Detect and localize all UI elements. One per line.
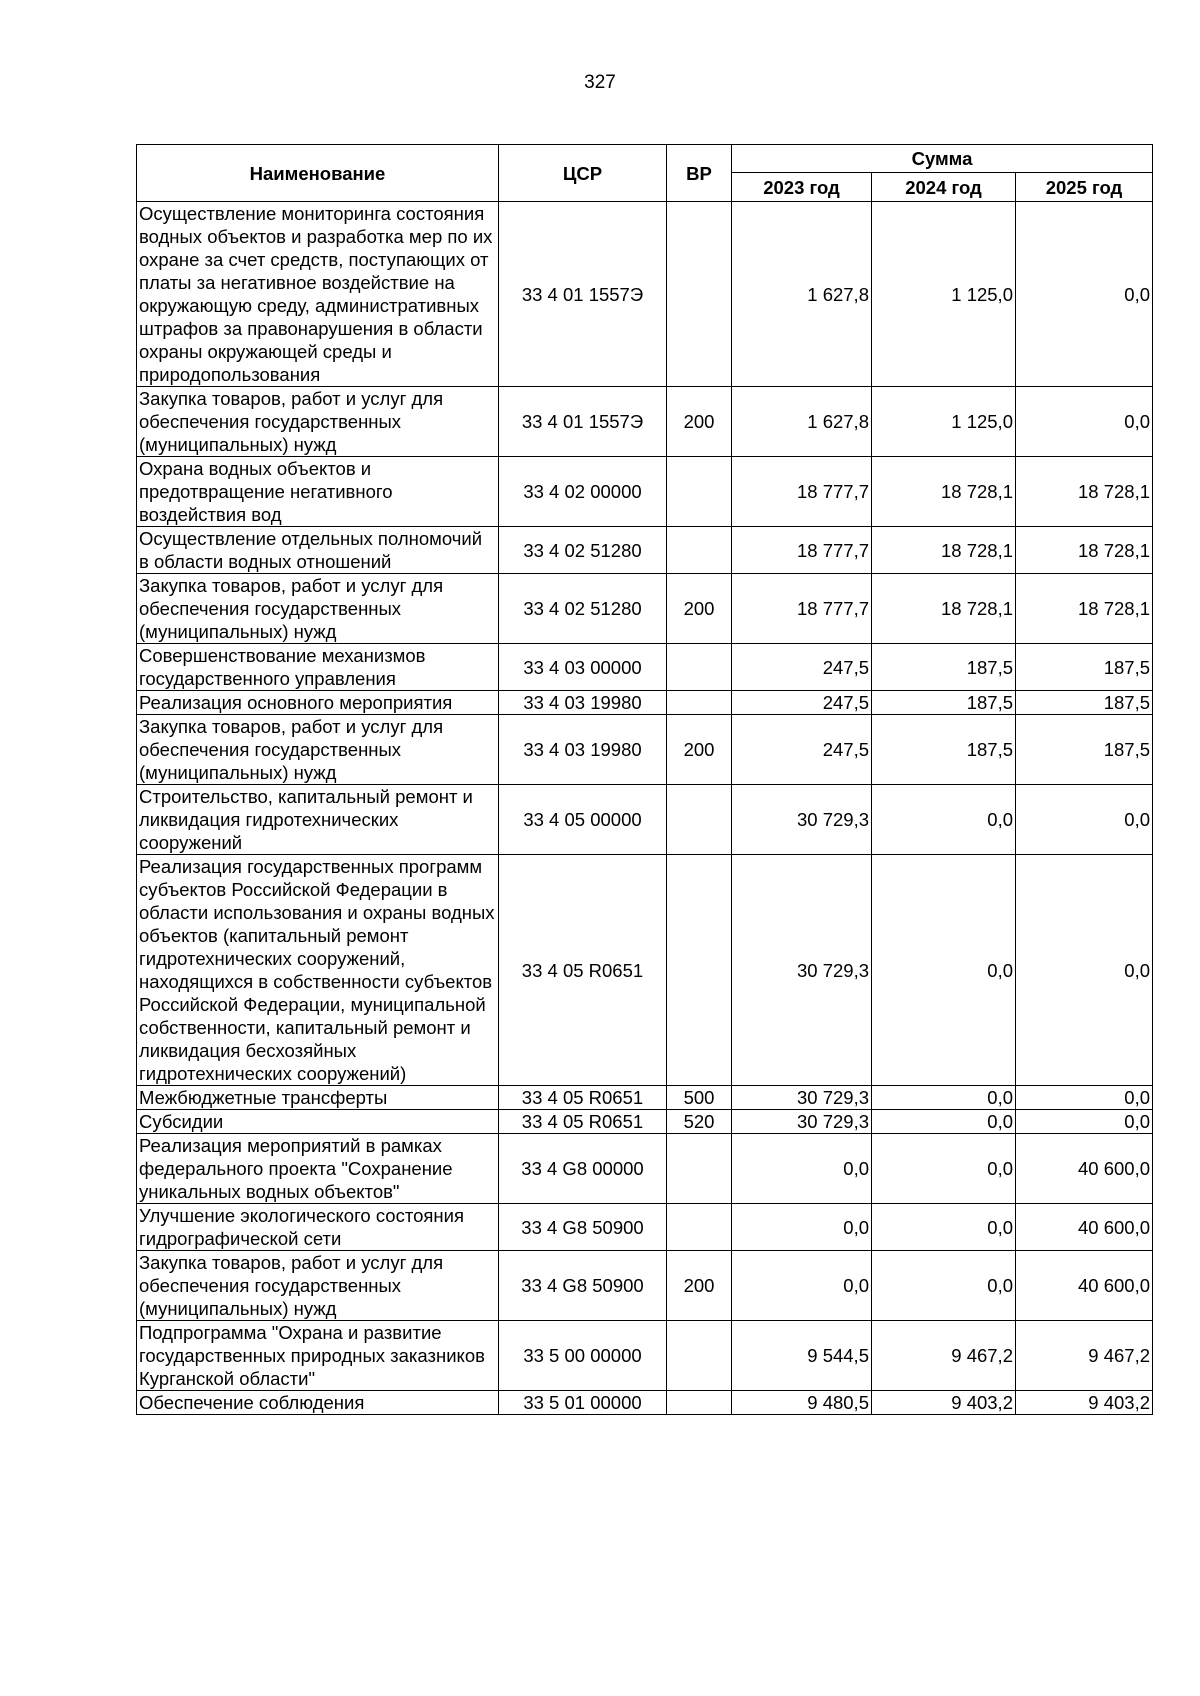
row-name: Охрана водных объектов и предотвращение негативного воздействия вод [137, 457, 499, 527]
row-vr [667, 644, 732, 691]
row-name: Межбюджетные трансферты [137, 1086, 499, 1110]
row-vr: 520 [667, 1110, 732, 1134]
row-vr: 500 [667, 1086, 732, 1110]
row-amount-2025: 0,0 [1016, 202, 1153, 387]
row-amount-2025: 0,0 [1016, 1110, 1153, 1134]
row-vr [667, 1391, 732, 1415]
row-vr [667, 202, 732, 387]
row-vr: 200 [667, 574, 732, 644]
page-number: 327 [584, 72, 616, 93]
row-name: Осуществление мониторинга состояния водных объектов и разработка мер по их охране за счет средств, поступающих от платы за негативное воздействие на окружающую среду, административных штрафов за правонарушения в области охраны окружающей среды и природопользования [137, 202, 499, 387]
table-row [137, 574, 1153, 644]
row-amount-2025: 187,5 [1016, 644, 1153, 691]
row-amount-2024: 187,5 [872, 644, 1016, 691]
row-amount-2024: 9 467,2 [872, 1321, 1016, 1391]
row-name: Реализация государственных программ субъектов Российской Федерации в области использования и охраны водных объектов (капитальный ремонт гидротехнических сооружений, находящихся в собственности субъектов Российской Федерации, муниципальной собственности, капитальный ремонт и ликвидация бесхозяйных гидротехнических сооружений) [137, 855, 499, 1086]
row-amount-2025: 9 403,2 [1016, 1391, 1153, 1415]
row-code: 33 4 05 R0651 [499, 1086, 667, 1110]
row-vr [667, 691, 732, 715]
row-code: 33 4 02 00000 [499, 457, 667, 527]
header-year-2024: 2024 год [872, 173, 1016, 202]
header-year-2025: 2025 год [1016, 173, 1153, 202]
row-amount-2025: 0,0 [1016, 785, 1153, 855]
table-row [137, 1086, 1153, 1110]
row-vr [667, 1204, 732, 1251]
row-amount-2024: 0,0 [872, 1251, 1016, 1321]
row-amount-2024: 18 728,1 [872, 574, 1016, 644]
table-row [137, 1391, 1153, 1415]
table-row [137, 691, 1153, 715]
table-row [137, 715, 1153, 785]
row-code: 33 4 05 R0651 [499, 1110, 667, 1134]
row-amount-2024: 0,0 [872, 785, 1016, 855]
row-amount-2024: 18 728,1 [872, 457, 1016, 527]
row-amount-2025: 0,0 [1016, 1086, 1153, 1110]
budget-table [136, 144, 1153, 1415]
row-code: 33 4 G8 00000 [499, 1134, 667, 1204]
header-year-2023: 2023 год [732, 173, 872, 202]
row-amount-2023: 0,0 [732, 1134, 872, 1204]
row-amount-2025: 0,0 [1016, 387, 1153, 457]
row-amount-2024: 0,0 [872, 1134, 1016, 1204]
row-amount-2025: 40 600,0 [1016, 1204, 1153, 1251]
row-amount-2024: 187,5 [872, 691, 1016, 715]
row-amount-2024: 1 125,0 [872, 387, 1016, 457]
row-name: Совершенствование механизмов государственного управления [137, 644, 499, 691]
row-amount-2023: 9 544,5 [732, 1321, 872, 1391]
row-name: Обеспечение соблюдения [137, 1391, 499, 1415]
row-vr: 200 [667, 715, 732, 785]
row-code: 33 5 00 00000 [499, 1321, 667, 1391]
row-amount-2025: 40 600,0 [1016, 1251, 1153, 1321]
row-amount-2023: 247,5 [732, 715, 872, 785]
row-vr [667, 785, 732, 855]
row-code: 33 4 02 51280 [499, 527, 667, 574]
row-amount-2023: 247,5 [732, 691, 872, 715]
row-amount-2023: 30 729,3 [732, 785, 872, 855]
row-name: Закупка товаров, работ и услуг для обеспечения государственных (муниципальных) нужд [137, 1251, 499, 1321]
row-code: 33 5 01 00000 [499, 1391, 667, 1415]
row-amount-2025: 9 467,2 [1016, 1321, 1153, 1391]
row-vr [667, 527, 732, 574]
table-row [137, 1134, 1153, 1204]
row-amount-2025: 187,5 [1016, 691, 1153, 715]
row-amount-2025: 18 728,1 [1016, 574, 1153, 644]
row-amount-2023: 18 777,7 [732, 574, 872, 644]
row-amount-2024: 0,0 [872, 1110, 1016, 1134]
table-row [137, 1204, 1153, 1251]
row-name: Закупка товаров, работ и услуг для обеспечения государственных (муниципальных) нужд [137, 387, 499, 457]
header-name: Наименование [137, 145, 499, 202]
row-amount-2024: 0,0 [872, 1204, 1016, 1251]
row-amount-2023: 30 729,3 [732, 855, 872, 1086]
table-row [137, 785, 1153, 855]
row-amount-2024: 9 403,2 [872, 1391, 1016, 1415]
row-amount-2023: 30 729,3 [732, 1110, 872, 1134]
row-code: 33 4 03 19980 [499, 691, 667, 715]
table-row [137, 1321, 1153, 1391]
row-amount-2023: 30 729,3 [732, 1086, 872, 1110]
row-code: 33 4 G8 50900 [499, 1204, 667, 1251]
row-amount-2023: 247,5 [732, 644, 872, 691]
row-amount-2024: 1 125,0 [872, 202, 1016, 387]
row-amount-2024: 18 728,1 [872, 527, 1016, 574]
row-vr: 200 [667, 387, 732, 457]
row-amount-2025: 18 728,1 [1016, 527, 1153, 574]
row-amount-2024: 0,0 [872, 1086, 1016, 1110]
table-row [137, 1251, 1153, 1321]
table-row [137, 527, 1153, 574]
row-vr [667, 1321, 732, 1391]
row-amount-2025: 187,5 [1016, 715, 1153, 785]
row-name: Осуществление отдельных полномочий в области водных отношений [137, 527, 499, 574]
row-name: Субсидии [137, 1110, 499, 1134]
row-name: Строительство, капитальный ремонт и ликвидация гидротехнических сооружений [137, 785, 499, 855]
table-row [137, 644, 1153, 691]
row-amount-2025: 0,0 [1016, 855, 1153, 1086]
row-amount-2023: 0,0 [732, 1251, 872, 1321]
row-code: 33 4 05 R0651 [499, 855, 667, 1086]
row-amount-2023: 18 777,7 [732, 527, 872, 574]
row-code: 33 4 01 1557Э [499, 202, 667, 387]
row-name: Улучшение экологического состояния гидрографической сети [137, 1204, 499, 1251]
row-amount-2023: 18 777,7 [732, 457, 872, 527]
table-row [137, 387, 1153, 457]
row-vr [667, 855, 732, 1086]
row-vr [667, 457, 732, 527]
row-amount-2023: 1 627,8 [732, 202, 872, 387]
row-amount-2025: 18 728,1 [1016, 457, 1153, 527]
row-name: Реализация мероприятий в рамках федерального проекта "Сохранение уникальных водных объектов" [137, 1134, 499, 1204]
header-sum: Сумма [732, 145, 1153, 173]
row-code: 33 4 02 51280 [499, 574, 667, 644]
table-row [137, 457, 1153, 527]
row-amount-2023: 9 480,5 [732, 1391, 872, 1415]
row-code: 33 4 03 00000 [499, 644, 667, 691]
row-vr: 200 [667, 1251, 732, 1321]
row-code: 33 4 01 1557Э [499, 387, 667, 457]
row-amount-2024: 187,5 [872, 715, 1016, 785]
row-code: 33 4 03 19980 [499, 715, 667, 785]
row-amount-2023: 1 627,8 [732, 387, 872, 457]
row-amount-2024: 0,0 [872, 855, 1016, 1086]
row-name: Реализация основного мероприятия [137, 691, 499, 715]
row-amount-2025: 40 600,0 [1016, 1134, 1153, 1204]
row-code: 33 4 G8 50900 [499, 1251, 667, 1321]
row-vr [667, 1134, 732, 1204]
table-row [137, 202, 1153, 387]
row-code: 33 4 05 00000 [499, 785, 667, 855]
table-row [137, 1110, 1153, 1134]
row-name: Закупка товаров, работ и услуг для обеспечения государственных (муниципальных) нужд [137, 574, 499, 644]
header-code: ЦСР [499, 145, 667, 202]
header-vr: ВР [667, 145, 732, 202]
row-name: Закупка товаров, работ и услуг для обеспечения государственных (муниципальных) нужд [137, 715, 499, 785]
row-amount-2023: 0,0 [732, 1204, 872, 1251]
table-row [137, 855, 1153, 1086]
row-name: Подпрограмма "Охрана и развитие государственных природных заказников Курганской области" [137, 1321, 499, 1391]
